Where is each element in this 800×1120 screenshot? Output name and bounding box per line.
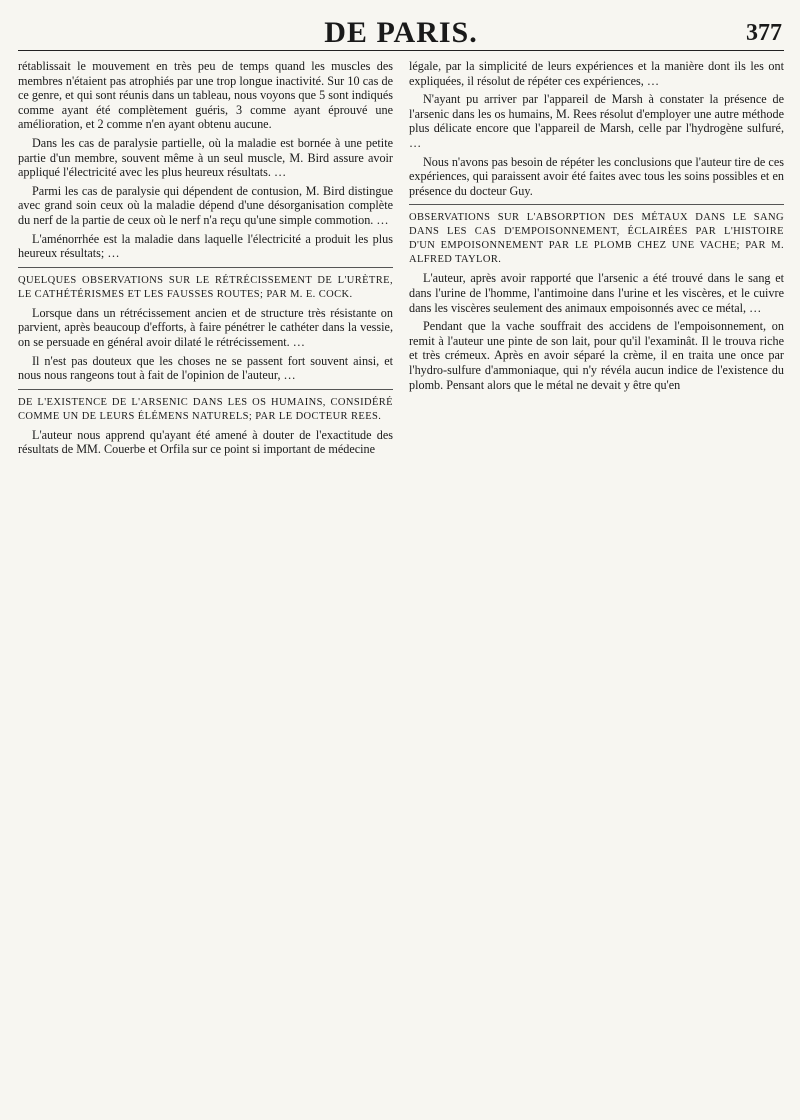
paragraph-paralysie: Dans les cas de paralysie partielle, où la maladie est bornée à une petite partie d'un membre, souvent même à un seul muscle, M. Bird assure avoir appliqué l'électricité avec les plus heureux résultats. … <box>18 135 393 180</box>
paragraph-cock-2: Il n'est pas douteux que les choses ne se passent fort souvent ainsi, et nous nous rangeons tout à fait de l'opinion de l'auteur, … <box>18 353 393 383</box>
left-column <box>18 59 393 1109</box>
article-columns <box>18 59 784 1109</box>
paragraph-rees-1: L'auteur nous apprend qu'ayant été amené à douter de l'exactitude des résultats de MM. Couerbe et Orfila sur ce point si important de médecine <box>18 427 393 457</box>
paragraph-contusion: Parmi les cas de paralysie qui dépendent de contusion, M. Bird distingue avec grand soin ceux où la maladie dépend d'une désorganisation complète du nerf de la partie de ceux où le nerf n'a reçu qu'une simple commotion. … <box>18 183 393 227</box>
paragraph-amenorrhee: L'aménorrhée est la maladie dans laquelle l'électricité a produit les plus heureux résultats; … <box>18 231 393 261</box>
paragraph-opening-left: rétablissait le mouvement en très peu de temps quand les muscles des membres n'étaient pas atrophiés par une trop longue inactivité. Sur 10 cas de ce genre, et qui sont réunis dans un tableau, nous voyons que 5 sont indiqués comme ayant été complètement guéris, 3 comme ayant éprouvé une amélioration, et 2 comme n'en ayant obtenu aucune. <box>18 59 393 132</box>
paragraph-cock-1: Lorsque dans un rétrécissement ancien et de structure très résistante on parvient, après beaucoup d'efforts, à faire pénétrer le cathéter dans la vessie, on se persuade en général avoir dilaté le rétrécissement. … <box>18 305 393 349</box>
paragraph-vache: Pendant que la vache souffrait des accidens de l'empoisonnement, on remit à l'auteur une pinte de son lait, pour qu'il l'examinât. Il le trouva riche et très crémeux. Après en avoir séparé la crème, il en traita une once par l'hydro-sulfure d'ammoniaque, qui n'y révéla aucun indice de l'existence du plomb. Pensant alors que le métal ne devait y être qu'en <box>409 319 784 392</box>
paragraph-conclusion: Nous n'avons pas besoin de répéter les conclusions que l'auteur tire de ces expériences, qui paraissent avoir été faites avec tous les soins possibles et en présence du docteur Guy. <box>409 154 784 198</box>
section-heading-rees: DE L'EXISTENCE DE L'ARSENIC DANS LES OS HUMAINS, CONSIDÉRÉ COMME UN DE LEURS ÉLÉMENS NATURELS; PAR LE DOCTEUR REES. <box>18 396 393 422</box>
paragraph-marsh: N'ayant pu arriver par l'appareil de Marsh à constater la présence de l'arsenic dans les os humains, M. Rees résolut d'employer une autre méthode plus délicate encore que l'appareil de Marsh, celle par l'hydrogène sulfuré, … <box>409 92 784 150</box>
page-number: 377 <box>746 20 782 46</box>
paragraph-taylor-1: L'auteur, après avoir rapporté que l'arsenic a été trouvé dans le sang et dans l'urine de l'homme, l'antimoine dans l'urine et les viscères, et le cuivre dans les viscères seulement des animaux empoisonnés avec ce métal, … <box>409 271 784 315</box>
section-divider <box>18 389 393 390</box>
right-column <box>409 59 784 1109</box>
section-heading-cock: QUELQUES OBSERVATIONS SUR LE RÉTRÉCISSEMENT DE L'URÈTRE, LE CATHÉTÉRISMES ET LES FAUSSES ROUTES; PAR M. E. COCK. <box>18 274 393 300</box>
running-head-title: DE PARIS. <box>324 16 478 49</box>
section-heading-taylor: OBSERVATIONS SUR L'ABSORPTION DES MÉTAUX DANS LE SANG DANS LES CAS D'EMPOISONNEMENT, ÉCLAIRÉES PAR L'HISTOIRE D'UN EMPOISONNEMENT PAR LE PLOMB CHEZ UNE VACHE; PAR M. ALFRED TAYLOR. <box>409 212 784 266</box>
section-divider <box>18 267 393 268</box>
section-divider <box>409 204 784 205</box>
running-head <box>18 10 784 51</box>
paragraph-opening-right: légale, par la simplicité de leurs expériences et la manière dont ils les ont expliquées, il résolut de répéter ces expériences, … <box>409 59 784 88</box>
